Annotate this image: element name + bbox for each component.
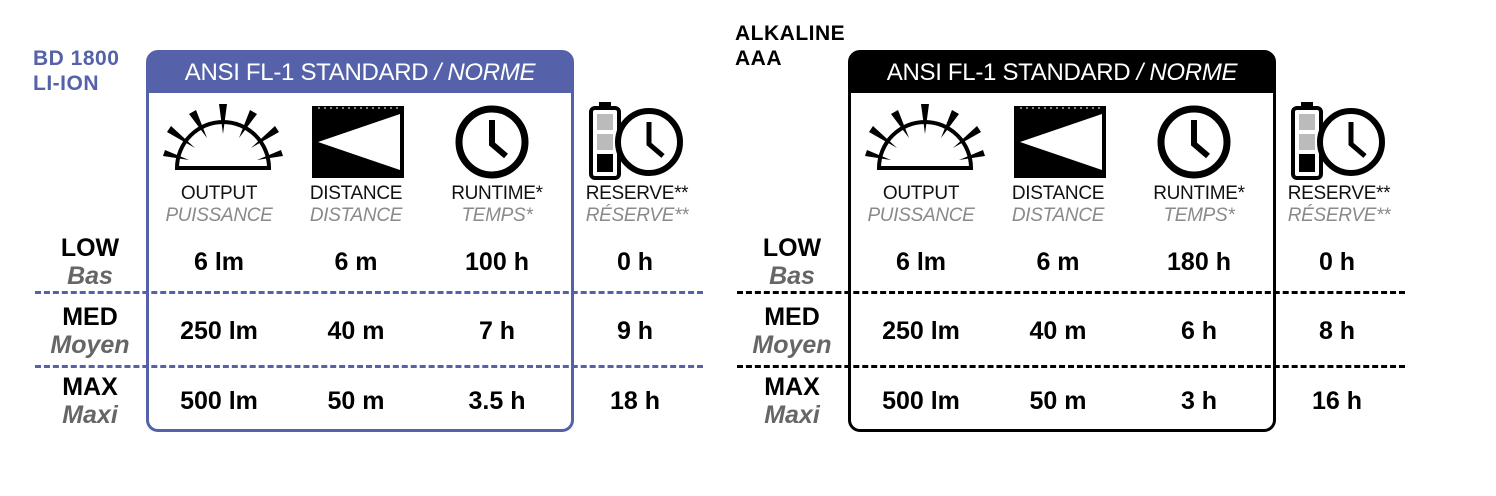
column-output: OUTPUT PUISSANCE	[867, 183, 975, 226]
table-cell: 0 h	[616, 248, 654, 276]
table-cell: 6 lm	[193, 248, 245, 276]
row-separator	[35, 365, 703, 368]
battery-clock-icon	[1291, 102, 1387, 182]
column-runtime: RUNTIME* TEMPS*	[451, 183, 543, 226]
beam-distance-icon	[1012, 104, 1108, 180]
ansi-standard-header: ANSI FL-1 STANDARD / NORME	[851, 53, 1273, 93]
battery-type-label: BD 1800 LI-ION	[33, 47, 120, 95]
table-cell: 50 m	[327, 387, 385, 415]
row-separator	[35, 291, 703, 294]
liion-spec-panel	[0, 0, 740, 496]
row-label-max: MAX Maxi	[764, 373, 820, 429]
table-cell: 9 h	[616, 317, 654, 345]
table-cell: 500 lm	[180, 387, 258, 415]
table-cell: 250 lm	[882, 317, 960, 345]
table-cell: 40 m	[327, 317, 385, 345]
table-cell: 180 h	[1167, 248, 1231, 276]
row-label-med: MED Moyen	[50, 303, 130, 359]
table-cell: 500 lm	[882, 387, 960, 415]
table-cell: 8 h	[1318, 317, 1356, 345]
table-cell: 6 h	[1180, 317, 1218, 345]
table-cell: 40 m	[1029, 317, 1087, 345]
column-reserve: RESERVE** RÉSERVE**	[585, 183, 689, 226]
table-cell: 250 lm	[180, 317, 258, 345]
beam-distance-icon	[310, 104, 406, 180]
battery-type-label: ALKALINE AAA	[735, 22, 846, 70]
column-distance: DISTANCE DISTANCE	[1011, 183, 1105, 226]
row-separator	[737, 291, 1405, 294]
sun-icon	[163, 104, 283, 176]
ansi-standard-header: ANSI FL-1 STANDARD / NORME	[149, 53, 571, 93]
table-cell: 6 lm	[895, 248, 947, 276]
table-cell: 16 h	[1311, 387, 1363, 415]
sun-icon	[865, 104, 985, 176]
table-cell: 3.5 h	[468, 387, 526, 415]
alkaline-spec-panel	[702, 0, 1442, 496]
column-output: OUTPUT PUISSANCE	[165, 183, 273, 226]
table-cell: 6 m	[334, 248, 378, 276]
row-label-med: MED Moyen	[752, 303, 832, 359]
table-cell: 0 h	[1318, 248, 1356, 276]
table-cell: 3 h	[1180, 387, 1218, 415]
column-reserve: RESERVE** RÉSERVE**	[1287, 183, 1391, 226]
table-cell: 7 h	[478, 317, 516, 345]
table-cell: 50 m	[1029, 387, 1087, 415]
clock-icon	[454, 104, 530, 180]
column-distance: DISTANCE DISTANCE	[309, 183, 403, 226]
row-label-low: LOW Bas	[762, 234, 822, 290]
table-cell: 6 m	[1036, 248, 1080, 276]
battery-clock-icon	[589, 102, 685, 182]
row-separator	[737, 365, 1405, 368]
row-label-max: MAX Maxi	[62, 373, 118, 429]
table-cell: 100 h	[465, 248, 529, 276]
column-runtime: RUNTIME* TEMPS*	[1153, 183, 1245, 226]
clock-icon	[1156, 104, 1232, 180]
row-label-low: LOW Bas	[60, 234, 120, 290]
table-cell: 18 h	[609, 387, 661, 415]
